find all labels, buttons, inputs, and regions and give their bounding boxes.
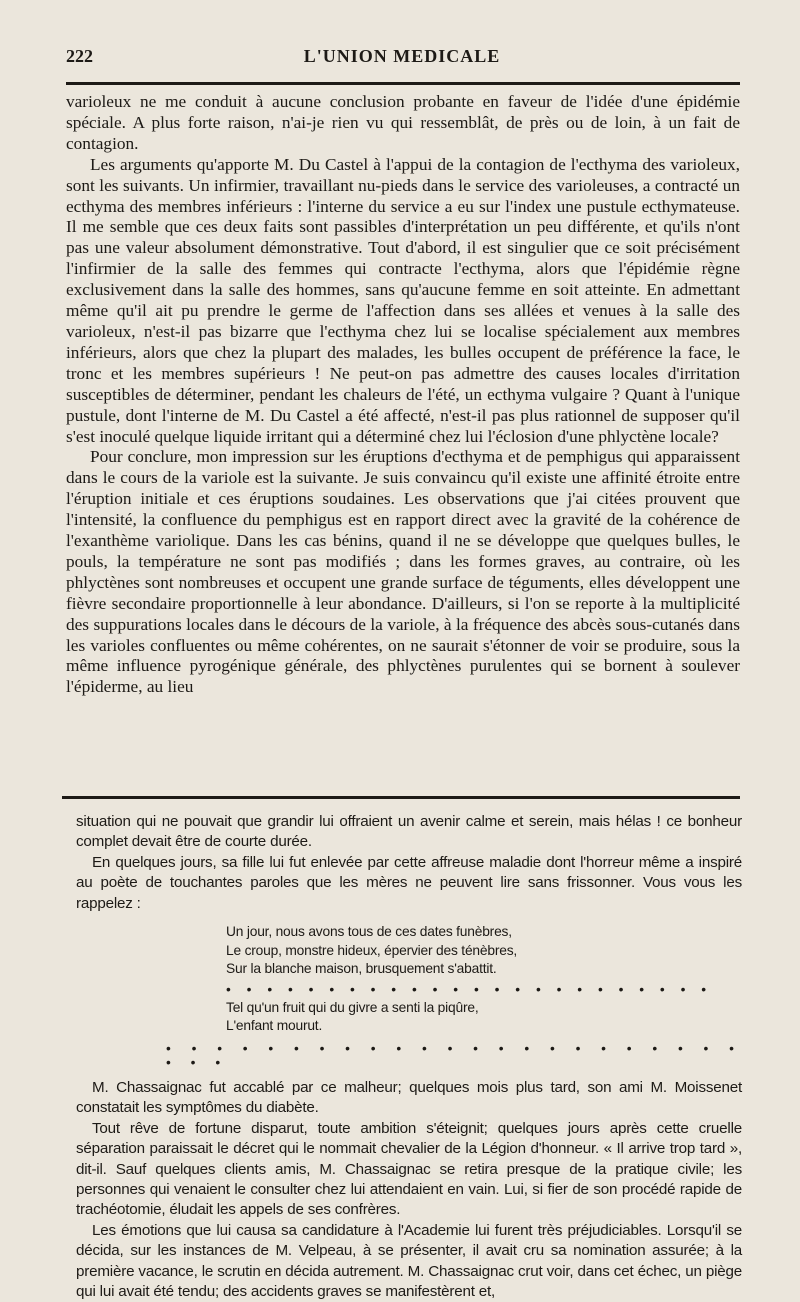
lower-paragraph: Tout rêve de fortune disparut, toute ambition s'éteignit; quelques jours après cette cruelle séparation paraissait le décret qui le nommait chevalier de la Légion d'honneur. « Il arrive trop tard », dit-il. Sauf quelques clients amis, M. Chassaignac se retira presque de la pratique civile; les personnes qui venaient le consulter chez lui attendaient en vain. Lui, si fier de son procédé rapide de trachéotomie, éludait les appels de ses confrères. xyxy=(76,1119,742,1219)
lower-text xyxy=(76,812,742,1302)
lower-paragraph: situation qui ne pouvait que grandir lui offraient un avenir calme et serein, mais hélas ! ce bonheur complet devait être de courte durée. xyxy=(76,813,742,851)
ellipsis-dots: • • • • • • • • • • • • • • • • • • • • • • • • xyxy=(226,981,713,997)
article-paragraph: varioleux ne me conduit à aucune conclusion probante en faveur de l'idée d'une épidémie spéciale. A plus forte raison, n'ai-je rien vu qui ressemblât, de près ou de loin, à un fait de contagion. xyxy=(66,92,740,153)
section-rule xyxy=(62,796,740,799)
poem-quote xyxy=(166,923,742,1070)
ellipsis-dots: • • • • • • • • • • • • • • • • • • • • • • • • • • xyxy=(166,1041,742,1070)
header-rule xyxy=(66,82,740,85)
poem-line: L'enfant mourut. xyxy=(226,1018,323,1034)
page-header xyxy=(66,46,738,74)
running-title: L'UNION MEDICALE xyxy=(303,46,501,66)
article-paragraph: Pour conclure, mon impression sur les éruptions d'ecthyma et de pemphigus qui apparaissent dans le cours de la variole est la suivante. Je suis convaincu qu'il existe une affinité étroite entre l'éruption initiale et ces éruptions soudaines. Les observations que j'ai citées prouvent que l'intensité, la confluence du pemphigus est en rapport direct avec la gravité de la cohérence de l'exanthème variolique. Dans les cas bénins, quand il ne se développe que quelques bulles, le pouls, la température ne sont pas modifiés ; dans les formes graves, au contraire, où les phlyctènes sont nombreuses et occupent une grande surface de téguments, elles développent une fièvre secondaire proportionnelle à leur abondance. D'ailleurs, si l'on se reporte à la multiplicité des suppurations locales dans le décours de la variole, à la fréquence des abcès sous-cutanés dans les varioles confluentes ou même cohérentes, on ne saurait s'étonner de voir se produire, sous la même influence pyrogénique générale, des phlyctènes purulentes qui se bornent à soulever l'épiderme, au lieu xyxy=(66,447,740,697)
poem-line: Sur la blanche maison, brusquement s'abattit. xyxy=(226,961,497,977)
poem-line: Un jour, nous avons tous de ces dates funèbres, xyxy=(226,924,512,940)
article-paragraph: Les arguments qu'apporte M. Du Castel à l'appui de la contagion de l'ecthyma des varioleux, sont les suivants. Un infirmier, travaillant nu-pieds dans le service des varioleuses, a contracté un ecthyma des membres inférieurs : l'interne du service a eu sur l'index une pustule ecthymateuse. Il me semble que ces deux faits sont passibles d'interprétation un peu différente, et qu'ils n'ont pas une valeur absolument démonstrative. Tout d'abord, il est singulier que ce soit précisément l'infirmier de la salle des femmes qui contracte l'ecthyma, alors que l'épidémie règne exclusivement dans la salle des hommes, sans qu'aucune femme en soit atteinte. En admettant même qu'il ait pu prendre le germe de l'affection dans ses allées et venues à la salle des varioleux, n'est-il pas bizarre que l'ecthyma chez lui se localise spécialement aux membres inférieurs, alors que chez la plupart des malades, les bulles occupent de préférence la face, le tronc et les membres supérieurs ! Ne peut-on pas admettre des causes locales d'irritation susceptibles de déterminer, pendant les chaleurs de l'été, un ecthyma vulgaire ? Quant à l'unique pustule, dont l'interne de M. Du Castel a été affecté, n'est-il pas plus rationnel de supposer qu'il s'est inoculé quelque liquide irritant qui a déterminé chez lui l'éclosion d'une phlyctène locale? xyxy=(66,154,740,446)
poem-line: Le croup, monstre hideux, épervier des ténèbres, xyxy=(226,942,518,958)
lower-paragraph: En quelques jours, sa fille lui fut enlevée par cette affreuse maladie dont l'horreur même a inspiré au poète de touchantes paroles que les mères ne peuvent lire sans frissonner. Vous vous les rappelez : xyxy=(76,853,742,912)
lower-paragraph: M. Chassaignac fut accablé par ce malheur; quelques mois plus tard, son ami M. Moissenet constatait les symptômes du diabète. xyxy=(76,1079,742,1117)
article-body xyxy=(66,92,740,698)
poem-line: Tel qu'un fruit qui du givre a senti la piqûre, xyxy=(226,999,479,1015)
page-number: 222 xyxy=(66,46,93,66)
lower-paragraph: Les émotions que lui causa sa candidature à l'Academie lui furent très préjudiciables. Lorsqu'il se décida, sur les instances de M. Velpeau, à se présenter, il avait cru sa nomination assurée; à la première vacance, le scrutin en décida autrement. M. Chassaignac crut voir, dans cet échec, un piège qui lui avait été tendu; des accidents graves se manifestèrent et, xyxy=(76,1221,742,1301)
